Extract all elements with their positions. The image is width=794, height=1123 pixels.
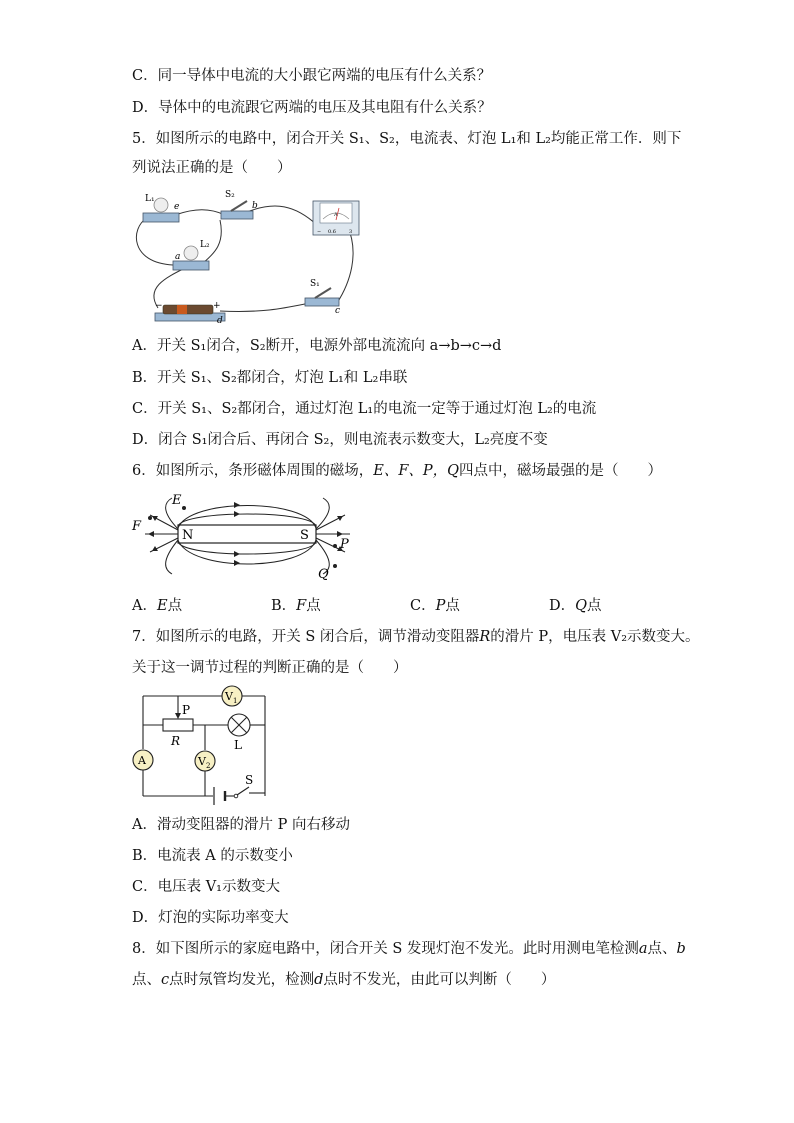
bar-magnet — [178, 525, 316, 543]
point-q — [333, 564, 337, 568]
q5-label-plus: + — [213, 301, 221, 311]
l2-bulb-icon — [184, 246, 198, 260]
ammeter-a-label: A — [334, 212, 338, 218]
q6-options — [132, 596, 652, 616]
q7-stem-line2: 关于这一调节过程的判断正确的是（ ） — [132, 660, 408, 676]
q6-label-s: S — [300, 528, 309, 543]
q6-label-p: P — [340, 537, 349, 552]
q7-label-v1: V — [225, 690, 233, 703]
s2-base — [221, 211, 253, 219]
q5-label-a: a — [175, 252, 181, 262]
q5-label-s2: S₂ — [225, 190, 235, 200]
q5-stem-line1: 5．如图所示的电路中，闭合开关 S₁、S₂，电流表、灯泡 L₁和 L₂均能正常工作．则下 — [132, 131, 682, 147]
ammeter-minus: − — [317, 229, 322, 235]
q6-label-e: E — [172, 493, 182, 508]
q8-stem-line2: 点、c点时氖管均发光，检测d点时不发光，由此可以判断（ ） — [132, 972, 556, 988]
q5-label-d: d — [217, 316, 223, 326]
q7-label-v2: V — [198, 755, 206, 768]
q5-label-c: c — [335, 306, 341, 316]
q7-circuit-figure — [130, 683, 270, 808]
q7-label-v1-sub: 1 — [233, 697, 238, 705]
ammeter-06: 0.6 — [328, 229, 336, 235]
q8-stem-line1: 8．如下图所示的家庭电路中，闭合开关 S 发现灯泡不发光。此时用测电笔检测a点、b — [132, 941, 686, 957]
q7-option-a: A．滑动变阻器的滑片 P 向右移动 — [132, 817, 350, 833]
q7-label-s: S — [245, 773, 254, 787]
rheostat-icon — [163, 719, 193, 731]
q5-option-b: B．开关 S₁、S₂都闭合，灯泡 L₁和 L₂串联 — [132, 370, 408, 386]
q6-label-n: N — [182, 528, 194, 543]
q5-label-s1: S₁ — [310, 279, 320, 289]
q5-circuit-figure — [125, 183, 370, 328]
point-f — [148, 516, 152, 520]
s2-switch-icon — [231, 201, 247, 211]
q6-option-c: C．P点 — [410, 598, 460, 614]
q7-stem-line1: 7．如图所示的电路，开关 S 闭合后，调节滑动变阻器R的滑片 P，电压表 V₂示数变大。 — [132, 629, 700, 645]
q7-option-b: B．电流表 A 的示数变小 — [132, 848, 293, 864]
l1-bulb-icon — [154, 198, 168, 212]
ammeter-3: 3 — [349, 229, 353, 235]
q5-label-e: e — [174, 202, 180, 212]
s1-switch-icon — [315, 288, 331, 298]
l1-base — [143, 213, 179, 222]
q5-stem-line2: 列说法正确的是（ ） — [132, 160, 292, 176]
q5-label-minus: − — [155, 301, 163, 311]
q7-label-p: P — [182, 703, 191, 717]
q6-magnet-figure — [130, 490, 365, 585]
point-e — [182, 506, 186, 510]
q7-option-d: D．灯泡的实际功率变大 — [132, 910, 289, 926]
q6-label-f: F — [132, 519, 142, 534]
q7-option-c: C．电压表 V₁示数变大 — [132, 879, 280, 895]
q6-stem-points: E、F、P，Q — [373, 463, 460, 479]
q7-label-r: R — [171, 734, 181, 748]
q5-option-d: D．闭合 S₁闭合后、再闭合 S₂，则电流表示数变大，L₂亮度不变 — [132, 432, 548, 448]
q6-option-a: A．E点 — [132, 598, 183, 614]
battery-icon — [163, 305, 213, 314]
q7-label-v2-sub: 2 — [206, 762, 211, 770]
q7-label-a: A — [138, 754, 146, 767]
q5-option-a: A．开关 S₁闭合，S₂断开，电源外部电流流向 a→b→c→d — [132, 338, 502, 354]
s1-base — [305, 298, 339, 306]
q5-label-l2: L₂ — [200, 240, 210, 250]
q6-label-q: Q — [318, 567, 329, 582]
l2-base — [173, 261, 209, 270]
q5-option-c: C．开关 S₁、S₂都闭合，通过灯泡 L₁的电流一定等于通过灯泡 L₂的电流 — [132, 401, 597, 417]
q6-option-d: D．Q点 — [549, 598, 602, 614]
point-p — [333, 544, 337, 548]
q5-label-b: b — [252, 201, 258, 211]
q5-label-l1: L₁ — [145, 194, 155, 204]
q7-label-l: L — [234, 738, 242, 752]
q4-option-c: C．同一导体中电流的大小跟它两端的电压有什么关系？ — [132, 68, 492, 84]
q4-option-d: D．导体中的电流跟它两端的电压及其电阻有什么关系？ — [132, 100, 492, 116]
q6-option-b: B．F点 — [271, 598, 321, 614]
q6-stem: 6．如图所示，条形磁体周围的磁场，E、F、P，Q四点中，磁场最强的是（ ） — [132, 463, 663, 479]
